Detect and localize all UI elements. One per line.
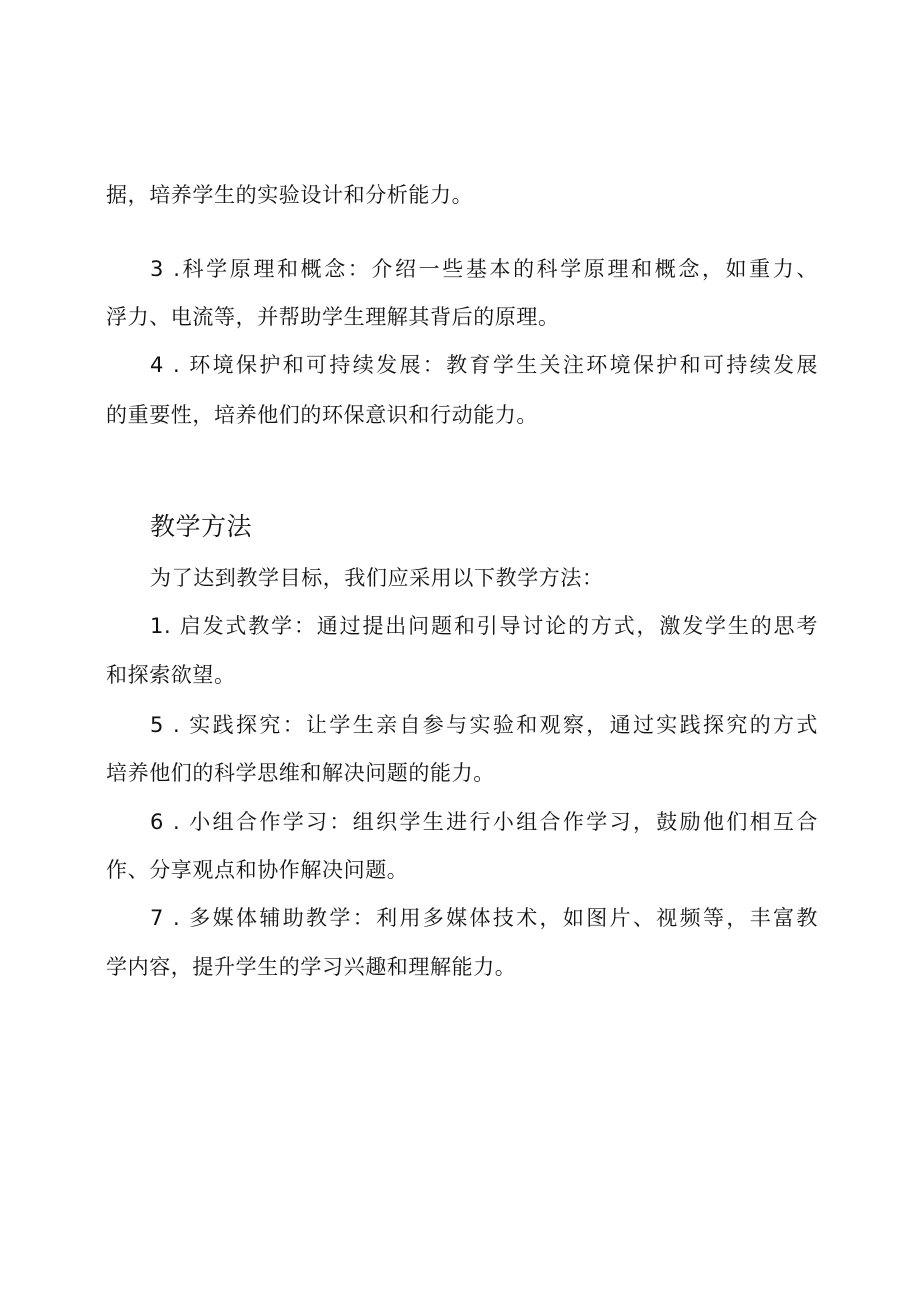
method-5-line-2: 培养他们的科学思维和解决问题的能力。 <box>106 761 495 785</box>
method-7-line-1: 7 . 多媒体辅助教学：利用多媒体技术，如图片、视频等，丰富教 <box>150 906 818 930</box>
item-4-line-1: 4 . 环境保护和可持续发展：教育学生关注环境保护和可持续发展 <box>150 353 818 377</box>
method-1-line-1: 1. 启发式教学：通过提出问题和引导讨论的方式，激发学生的思考 <box>150 614 818 638</box>
method-6-line-2: 作、分享观点和协作解决问题。 <box>106 858 409 882</box>
paragraph-continuation-line: 据，培养学生的实验设计和分析能力。 <box>106 183 474 207</box>
method-6-line-1: 6 . 小组合作学习：组织学生进行小组合作学习，鼓励他们相互合 <box>150 810 818 834</box>
method-5-line-1: 5 . 实践探究：让学生亲自参与实验和观察，通过实践探究的方式 <box>150 713 818 737</box>
method-1-line-2: 和探索欲望。 <box>106 663 236 687</box>
item-4-line-2: 的重要性，培养他们的环保意识和行动能力。 <box>106 403 538 427</box>
section-heading: 教学方法 <box>150 512 253 541</box>
item-3-line-2: 浮力、电流等，并帮助学生理解其背后的原理。 <box>106 305 560 329</box>
item-3-line-1: 3 .科学原理和概念：介绍一些基本的科学原理和概念，如重力、 <box>150 257 818 281</box>
section-intro: 为了达到教学目标，我们应采用以下教学方法： <box>150 566 604 590</box>
method-7-line-2: 学内容，提升学生的学习兴趣和理解能力。 <box>106 955 517 979</box>
